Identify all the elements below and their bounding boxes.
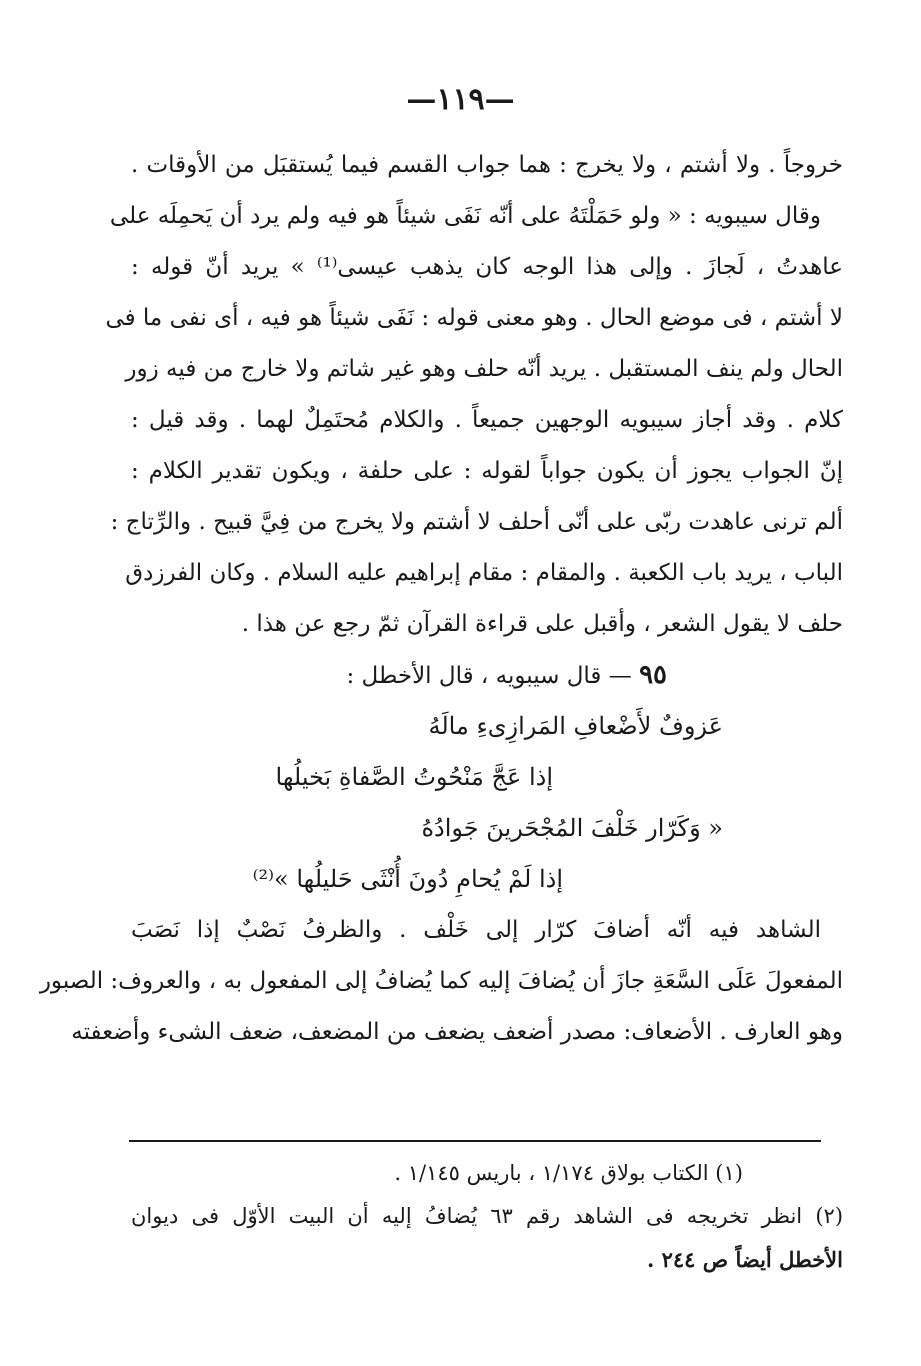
page-number: —١١٩— bbox=[406, 82, 515, 117]
text-line: وهو العارف . الأضعاف: مصدر أضعف يضعف من المضعف، ضعف الشىء وأضعفته bbox=[71, 1019, 843, 1045]
text-line: لا أشتم ، فى موضع الحال . وهو معنى قوله : نَفَى شيئاً هو فيه ، أى نفى ما فى bbox=[105, 305, 843, 331]
entry-intro: — قال سيبويه ، قال الأخطل : bbox=[346, 663, 632, 689]
entry-heading bbox=[131, 650, 843, 701]
text-line: الشاهد فيه أنّه أضافَ كرّار إلى خَلْف . والظرفُ نَصْبٌ إذا نَصَبَ bbox=[131, 917, 821, 943]
verse-line: « وَكَرّار خَلْفَ المُجْحَرينَ جَوادُهُ bbox=[421, 814, 723, 842]
text-line: خروجاً . ولا أشتم ، ولا يخرج : هما جواب القسم فيما يُستقبَل من الأوقات . bbox=[131, 152, 843, 178]
footnote-divider bbox=[129, 1140, 821, 1142]
text-line: المفعولَ عَلَى السَّعَةِ جازَ أن يُضافَ إليه كما يُضافُ إلى المفعول به ، والعروف: الصبور bbox=[39, 968, 843, 994]
text-line: عاهدتُ ، لَجازَ . وإلى هذا الوجه كان يذهب عيسى⁽¹⁾ » يريد أنّ قوله : bbox=[131, 254, 843, 280]
footnotes bbox=[131, 1152, 843, 1281]
footnote-2: (٢) انظر تخريجه فى الشاهد رقم ٦٣ يُضافُ إليه أن البيت الأوّل فى ديوان bbox=[131, 1204, 844, 1228]
verse-line: إذا عَجَّ مَنْحُوتُ الصَّفاةِ بَخيلُها bbox=[275, 763, 553, 791]
entry-number: ٩٥ bbox=[639, 660, 667, 690]
text-line: وقال سيبويه : « ولو حَمَلْتَهُ على أنّه نَفَى شيئاً هو فيه ولم يرد أن يَحمِلَه على bbox=[109, 203, 821, 229]
text-line: حلف لا يقول الشعر ، وأقبل على قراءة القرآن ثمّ رجع عن هذا . bbox=[241, 611, 843, 637]
text-line: إنّ الجواب يجوز أن يكون جواباً لقوله : على حلفة ، ويكون تقدير الكلام : bbox=[131, 458, 843, 484]
text-line: كلام . وقد أجاز سيبويه الوجهين جميعاً . والكلام مُحتَمِلٌ لهما . وقد قيل : bbox=[131, 407, 843, 433]
verse-line: إذا لَمْ يُحامِ دُونَ أُنْثَى حَليلُها »⁽²⁾ bbox=[252, 865, 563, 893]
footnote-2-continued: الأخطل أيضاً ص ٢٤٤ . bbox=[646, 1247, 843, 1272]
text-line: ألم ترنى عاهدت ربّى على أنّى أحلف لا أشتم ولا يخرج من فِيَّ قبيح . والرِّتاج : bbox=[110, 509, 843, 535]
footnote-1: (١) الكتاب بولاق ١/١٧٤ ، باريس ١/١٤٥ . bbox=[394, 1161, 743, 1185]
text-line: الحال ولم ينف المستقبل . يريد أنّه حلف وهو غير شاتم ولا خارج من فيه زور bbox=[125, 356, 843, 382]
text-line: الباب ، يريد باب الكعبة . والمقام : مقام إبراهيم عليه السلام . وكان الفرزدق bbox=[125, 560, 843, 586]
main-text bbox=[39, 140, 843, 1058]
verse-line: عَزوفٌ لأَضْعافِ المَرازِىءِ مالَهُ bbox=[428, 712, 723, 740]
